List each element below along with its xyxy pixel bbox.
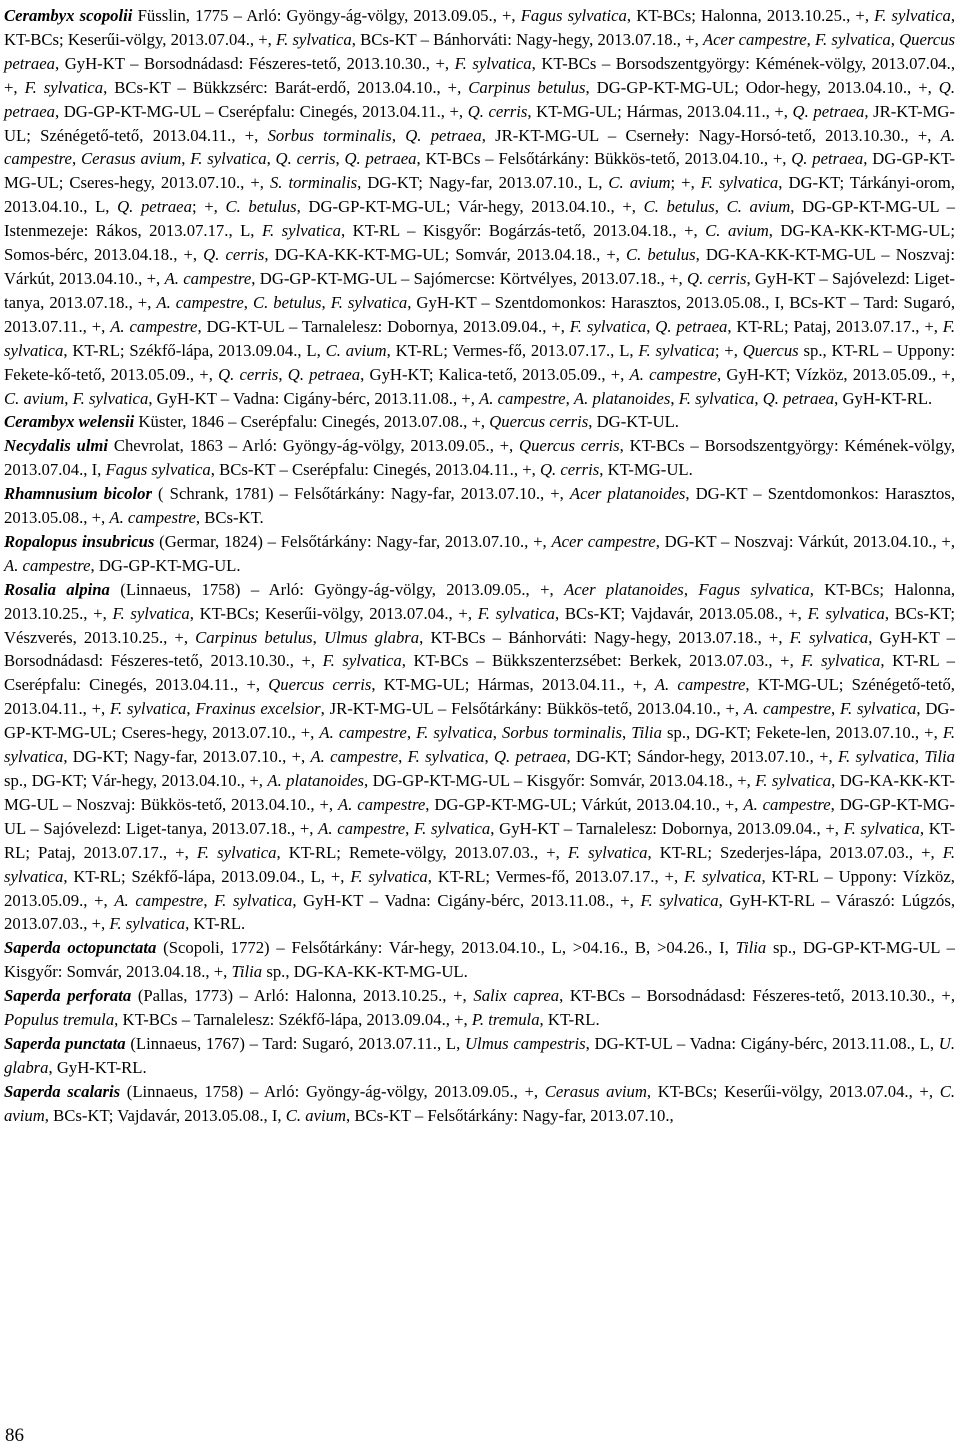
species-name: Rhamnusium bicolor <box>4 484 152 504</box>
host-plant-name: F. sylvatica <box>330 292 408 312</box>
record-text: , KT-BCs – Bükkszenterzsébet: Berkek, 2013.07.03., +, <box>401 651 802 671</box>
host-plant-name: A. campestre <box>310 747 399 767</box>
record-text: , <box>492 723 502 743</box>
record-text: , KT-MG-UL. <box>599 460 693 480</box>
host-plant-name: F. sylvatica <box>416 723 493 743</box>
record-text: , KT-BCs; Keserűi-völgy, 2013.07.04., +, <box>189 603 478 623</box>
host-plant-name: F. sylvatica <box>350 866 428 886</box>
host-plant-name: F. sylvatica <box>454 53 532 73</box>
record-text: , <box>398 747 408 767</box>
host-plant-name: A. campestre <box>114 890 204 910</box>
record-text: , KT-MG-UL; Szénégető-tető, 2013.04.11., +, <box>4 675 955 719</box>
record-text: , JR-KT-MG-UL – Cserneły: Nagy-Horsó-tető, 2013.10.30., +, <box>481 125 941 145</box>
species-name: Saperda scalaris <box>4 1081 121 1101</box>
host-plant-name: Tilia <box>735 938 767 958</box>
record-text: (Germar, 1824) – Felsőtárkány: Nagy-far, 2013.07.10., +, <box>154 531 552 551</box>
host-plant-name: Q. petraea <box>494 747 567 767</box>
record-text: (Linnaeus, 1758) – Arló: Gyöngy-ág-völgy, 2013.09.05., +, <box>120 1081 545 1101</box>
record-text: , DG-GP-KT-MG-UL – Sajómercse: Körtvélyes, 2013.07.18., +, <box>251 268 688 288</box>
record-text: , <box>71 149 81 169</box>
host-plant-name: P. tremula <box>471 1010 540 1030</box>
host-plant-name: Q. cerris <box>203 245 265 265</box>
record-text: Chevrolat, 1863 – Arló: Gyöngy-ág-völgy, 2013.09.05., +, <box>108 436 520 456</box>
host-plant-name: F. sylvatica <box>4 723 956 767</box>
record-text: , DG-KA-KK-KT-MG-UL; Somos-bérc, 2013.04.18., +, <box>4 221 955 265</box>
host-plant-name: C. betulus <box>643 197 715 217</box>
host-plant-name: Carpinus betulus <box>195 627 313 647</box>
record-text: ( Schrank, 1781) – Felsőtárkány: Nagy-far, 2013.07.10., +, <box>151 484 570 504</box>
host-plant-name: C. avium <box>608 173 671 193</box>
record-text: , JR-KT-MG-UL; Szénégető-tető, 2013.04.11., +, <box>4 101 955 145</box>
record-text: , DG-KA-KK-KT-MG-UL – Noszvaj: Várkút, 2013.04.10., +, <box>4 245 956 288</box>
host-plant-name: Q. petraea <box>762 388 835 408</box>
record-text: , KT-BCs – Tarnalelesz: Székfő-lápa, 2013.09.04., +, <box>114 1010 472 1030</box>
species-record <box>4 1032 955 1080</box>
species-name: Ropalopus insubricus <box>4 531 155 551</box>
record-text: , <box>831 699 841 719</box>
host-plant-name: F. sylvatica <box>261 221 341 241</box>
record-text: , <box>243 292 253 312</box>
host-plant-name: Ulmus glabra <box>323 627 420 647</box>
host-plant-name: F. sylvatica <box>678 388 755 408</box>
record-text: , KT-RL. <box>539 1010 600 1030</box>
host-plant-name: Quercus cerris <box>519 436 620 456</box>
host-plant-name: A. campestre <box>4 125 956 169</box>
host-plant-name: C. avium <box>4 388 65 408</box>
host-plant-name: F. sylvatica <box>196 842 277 862</box>
record-text: , KT-BCs – Bánhorváti: Nagy-hegy, 2013.07.18., +, <box>419 627 790 647</box>
host-plant-name: Q. cerris <box>467 101 528 121</box>
record-text: , GyH-KT – Borsodnádasd: Fészeres-tető, 2013.10.30., +, <box>4 627 955 671</box>
host-plant-name: Cerasus avium <box>80 149 182 169</box>
record-text: , KT-RL – Cserépfalu: Cinegés, 2013.04.11., +, <box>4 651 955 695</box>
host-plant-name: A. campestre <box>110 316 198 336</box>
host-plant-name: F. sylvatica <box>24 77 104 97</box>
host-plant-name: F. sylvatica <box>684 866 762 886</box>
host-plant-name: C. avium <box>726 197 791 217</box>
host-plant-name: Sorbus torminalis <box>267 125 392 145</box>
species-record <box>4 4 955 410</box>
host-plant-name: A. platanoides <box>573 388 671 408</box>
host-plant-name: F. sylvatica <box>700 173 779 193</box>
record-text: , DG-GP-KT-MG-UL – Kisgyőr: Somvár, 2013.04.18., +, <box>364 771 756 790</box>
record-text: , KT-RL; Székfő-lápa, 2013.09.04., L, +, <box>63 866 351 886</box>
record-text: , KT-BCs – Borsodnádasd: Fészeres-tető, 2013.10.30., +, <box>559 986 955 1006</box>
record-text: , <box>321 292 331 312</box>
record-text: , DG-GP-KT-MG-UL; Odor-hegy, 2013.04.10., +, <box>585 77 939 97</box>
host-plant-name: C. avium <box>285 1105 347 1125</box>
host-plant-name: F. sylvatica <box>567 842 648 862</box>
record-text: , GyH-KT – Sajóvelezd: Liget-tanya, 2013.07.18., +, <box>4 268 955 312</box>
host-plant-name: F. sylvatica <box>838 747 915 767</box>
record-text: , BCs-KT; Vészverés, 2013.10.25., +, <box>4 603 955 647</box>
host-plant-name: Tilia <box>631 723 662 743</box>
record-text: , <box>312 627 324 647</box>
host-plant-name: F. sylvatica <box>640 890 719 910</box>
host-plant-name: Fagus sylvatica <box>520 6 627 25</box>
host-plant-name: A. campestre <box>164 268 252 288</box>
record-text: , JR-KT-MG-UL – Felsőtárkány: Bükkös-tető, 2013.04.10., +, <box>320 699 744 719</box>
host-plant-name: Q. petraea <box>655 316 728 336</box>
record-text: , <box>914 747 925 767</box>
record-text: , GyH-KT – Borsodnádasd: Fészeres-tető, 2013.10.30., +, <box>54 53 455 73</box>
record-text: , <box>203 890 215 910</box>
record-text: , DG-GP-KT-MG-UL – Istenmezeje: Rákos, 2013.07.17., L, <box>4 197 955 241</box>
host-plant-name: F. sylvatica <box>840 699 917 719</box>
record-text: , KT-MG-UL; Hármas, 2013.04.11., +, <box>371 675 655 695</box>
record-text: , DG-GP-KT-MG-UL; Cseres-hegy, 2013.07.10., +, <box>4 699 955 743</box>
record-text: , DG-KT-UL – Tarnalelesz: Dobornya, 2013.09.04., +, <box>197 316 570 336</box>
host-plant-name: F. sylvatica <box>789 627 869 647</box>
record-text: , KT-BCs; Keserűi-völgy, 2013.07.04., +, <box>4 6 955 49</box>
host-plant-name: A. campestre <box>629 364 718 384</box>
host-plant-name: Carpinus betulus <box>468 77 586 97</box>
document-page <box>4 4 955 1128</box>
host-plant-name: A. campestre <box>479 388 566 408</box>
record-text: , GyH-KT – Vadna: Cigány-bérc, 2013.11.08., +, <box>292 890 641 910</box>
record-text: , <box>266 149 276 169</box>
record-text: , <box>64 388 73 408</box>
record-text: , KT-RL; Szederjes-lápa, 2013.07.03., +, <box>647 842 943 862</box>
host-plant-name: A. campestre <box>156 292 244 312</box>
record-text: , DG-KT-UL. <box>588 412 679 432</box>
host-plant-name: Acer platanoides <box>564 579 684 599</box>
page-number: 86 <box>5 1425 24 1446</box>
record-text: , <box>670 388 679 408</box>
host-plant-name: Q. petraea <box>4 77 955 121</box>
species-record <box>4 530 955 578</box>
record-text: ; +, <box>191 197 226 217</box>
record-text: , <box>278 364 288 384</box>
host-plant-name: Tilia <box>231 962 263 982</box>
record-text: , <box>335 149 345 169</box>
host-plant-name: Cerasus avium <box>544 1081 647 1101</box>
species-name: Saperda perforata <box>4 986 132 1006</box>
host-plant-name: Q. cerris <box>218 364 279 384</box>
record-text: ; +, <box>670 173 701 193</box>
record-text: , <box>406 723 417 743</box>
host-plant-name: F. sylvatica <box>112 603 190 623</box>
host-plant-name: F. sylvatica <box>190 149 267 169</box>
record-text: ; +, <box>714 340 743 360</box>
host-plant-name: Q. petraea <box>117 197 192 217</box>
record-text: , DG-KT; Tárkányi-orom, 2013.04.10., L, <box>4 173 955 217</box>
record-text: , KT-BCs; Halonna, 2013.10.25., +, <box>4 579 956 623</box>
record-text: , DG-GP-KT-MG-UL; Várkút, 2013.04.10., +, <box>425 794 744 814</box>
record-text: Küster, 1846 – Cserépfalu: Cinegés, 2013.07.08., +, <box>134 412 490 432</box>
species-name: Cerambyx scopolii <box>4 6 133 25</box>
record-text: (Linnaeus, 1758) – Arló: Gyöngy-ág-völgy, 2013.09.05., +, <box>109 579 565 599</box>
host-plant-name: Tilia <box>924 747 955 767</box>
host-plant-name: Q. cerris <box>275 149 336 169</box>
record-text: , DG-KA-KK-KT-MG-UL – Noszvaj: Bükkös-tető, 2013.04.10., +, <box>4 771 955 814</box>
record-text: , DG-GP-KT-MG-UL. <box>90 555 241 575</box>
record-text: , <box>186 699 196 719</box>
host-plant-name: F. sylvatica <box>214 890 293 910</box>
record-text: , BCs-KT – Bükkzsérc: Barát-erdő, 2013.04.10., +, <box>103 77 469 97</box>
host-plant-name: C. avium <box>325 340 387 360</box>
record-text: , <box>181 149 191 169</box>
host-plant-name: C. avium <box>705 221 769 241</box>
host-plant-name: Fraxinus excelsior <box>195 699 321 719</box>
record-text: , DG-KT; Sándor-hegy, 2013.07.10., +, <box>566 747 838 767</box>
host-plant-name: Fagus sylvatica <box>105 460 211 480</box>
host-plant-name: S. torminalis <box>269 173 358 193</box>
host-plant-name: Acer platanoides <box>569 484 686 504</box>
host-plant-name: A. platanoides <box>267 771 365 790</box>
species-record <box>4 984 955 1032</box>
host-plant-name: Quercus cerris <box>489 412 589 432</box>
record-text: , KT-RL. <box>185 914 246 934</box>
species-name: Saperda punctata <box>4 1033 126 1053</box>
record-text: , BCs-KT; Vajdavár, 2013.05.08., I, <box>44 1105 286 1125</box>
host-plant-name: Q. cerris <box>539 460 600 480</box>
host-plant-name: F. sylvatica <box>276 29 352 49</box>
record-text: , <box>405 818 415 838</box>
host-plant-name: A. campestre <box>743 794 831 814</box>
record-text: , <box>646 316 656 336</box>
host-plant-name: Q. petraea <box>791 149 864 169</box>
host-plant-name: Quercus petraea <box>4 29 956 73</box>
record-text: , DG-GP-KT-MG-UL; Vár-hegy, 2013.04.10., +, <box>296 197 644 217</box>
record-text: , KT-RL – Kisgyőr: Bogárzás-tető, 2013.04.18., +, <box>340 221 706 241</box>
host-plant-name: Salix caprea <box>473 986 560 1006</box>
record-text: sp., DG-KT; Vár-hegy, 2013.04.10., +, <box>4 771 268 790</box>
record-text: , <box>806 29 815 49</box>
record-text: , <box>565 388 574 408</box>
species-record <box>4 410 955 434</box>
host-plant-name: Q. petraea <box>287 364 361 384</box>
record-text: , DG-GP-KT-MG-UL – Sajóvelezd: Liget-tanya, 2013.07.18., +, <box>4 794 955 838</box>
record-text: , GyH-KT-RL. <box>834 388 933 408</box>
species-record <box>4 434 955 482</box>
host-plant-name: C. betulus <box>225 197 297 217</box>
species-name: Cerambyx welensii <box>4 412 135 432</box>
host-plant-name: F. sylvatica <box>843 818 920 838</box>
record-text: , <box>890 29 900 49</box>
host-plant-name: F. sylvatica <box>72 388 149 408</box>
record-text: , GyH-KT; Vízköz, 2013.05.09., +, <box>717 364 955 384</box>
host-plant-name: F. sylvatica <box>414 818 491 838</box>
host-plant-name: C. avium <box>4 1081 956 1125</box>
record-text: , KT-BCs; Halonna, 2013.10.25., +, <box>626 6 875 25</box>
record-text: , <box>484 747 494 767</box>
record-text: , KT-MG-UL; Hármas, 2013.04.11., +, <box>527 101 793 121</box>
record-text: , GyH-KT-RL – Váraszó: Lúgzós, 2013.07.03., +, <box>4 890 956 934</box>
host-plant-name: A. campestre <box>338 794 426 814</box>
record-text: sp., DG-KA-KK-KT-MG-UL. <box>262 962 468 982</box>
host-plant-name: A. campestre <box>318 818 406 838</box>
record-text: , DG-KT-UL – Vadna: Cigány-bérc, 2013.11.08., L, <box>585 1033 939 1053</box>
record-text: , GyH-KT-RL. <box>48 1057 147 1077</box>
species-record <box>4 482 955 530</box>
record-text: sp., DG-GP-KT-MG-UL – Kisgyőr: Somvár, 2013.04.18., +, <box>4 938 956 982</box>
host-plant-name: F. sylvatica <box>322 651 402 671</box>
host-plant-name: U. glabra <box>4 1033 956 1077</box>
host-plant-name: Q. petraea <box>792 101 865 121</box>
record-text: Füsslin, 1775 – Arló: Gyöngy-ág-völgy, 2013.09.05., +, <box>132 6 521 25</box>
host-plant-name: F. sylvatica <box>801 651 881 671</box>
host-plant-name: C. betulus <box>626 245 696 265</box>
record-text: sp., KT-RL – Uppony: Fekete-kő-tető, 2013.05.09., +, <box>4 340 955 384</box>
record-text: , <box>714 197 727 217</box>
record-text: , GyH-KT – Vadna: Cigány-bérc, 2013.11.08., +, <box>148 388 480 408</box>
host-plant-name: F. sylvatica <box>407 747 485 767</box>
host-plant-name: F. sylvatica <box>815 29 891 49</box>
record-text: , KT-RL; Pataj, 2013.07.17., +, <box>727 316 943 336</box>
species-name: Necydalis ulmi <box>4 436 109 456</box>
record-text: (Linnaeus, 1767) – Tard: Sugaró, 2013.07.11., L, <box>125 1033 465 1053</box>
host-plant-name: C. betulus <box>252 292 322 312</box>
host-plant-name: F. sylvatica <box>807 603 885 623</box>
host-plant-name: F. sylvatica <box>4 842 955 886</box>
species-record-list <box>4 4 955 1128</box>
record-text: , KT-RL; Székfő-lápa, 2013.09.04., L, <box>63 340 326 360</box>
host-plant-name: F. sylvatica <box>638 340 715 360</box>
record-text: , KT-RL; Vermes-fő, 2013.07.17., +, <box>427 866 685 886</box>
record-text: , KT-RL; Vermes-fő, 2013.07.17., L, <box>386 340 639 360</box>
record-text: , DG-KT – Szentdomonkos: Harasztos, 2013.05.08., +, <box>4 484 955 528</box>
host-plant-name: Acer campestre <box>551 531 656 551</box>
record-text: , BCs-KT – Bánhorváti: Nagy-hegy, 2013.07.18., +, <box>351 29 703 49</box>
record-text: , BCs-KT – Felsőtárkány: Nagy-far, 2013.07.10., <box>346 1105 674 1125</box>
record-text: , KT-RL – Uppony: Vízköz, 2013.05.09., +, <box>4 866 955 910</box>
record-text: , <box>754 388 763 408</box>
host-plant-name: A. campestre <box>4 555 91 575</box>
host-plant-name: Q. cerris <box>687 268 747 288</box>
record-text: , BCs-KT – Cserépfalu: Cinegés, 2013.04.11., +, <box>210 460 540 480</box>
host-plant-name: Sorbus torminalis <box>501 723 623 743</box>
record-text: , KT-BCs; Keserűi-völgy, 2013.07.04., +, <box>646 1081 940 1101</box>
record-text: (Scopoli, 1772) – Felsőtárkány: Vár-hegy, 2013.04.10., L, >04.16., B, >04.26., I, <box>156 938 736 958</box>
host-plant-name: Q. petraea <box>405 125 482 145</box>
record-text: , <box>683 579 699 599</box>
species-record <box>4 1080 955 1128</box>
record-text: , KT-RL; Remete-völgy, 2013.07.03., +, <box>276 842 568 862</box>
host-plant-name: F. sylvatica <box>477 603 555 623</box>
record-text: , GyH-KT; Kalica-tető, 2013.05.09., +, <box>360 364 630 384</box>
record-text: , DG-KA-KK-KT-MG-UL; Somvár, 2013.04.18., +, <box>264 245 627 265</box>
host-plant-name: F. sylvatica <box>110 699 187 719</box>
host-plant-name: A. campestre <box>319 723 407 743</box>
record-text: , <box>391 125 406 145</box>
record-text: , DG-GP-KT-MG-UL; Cseres-hegy, 2013.07.10., +, <box>4 149 956 193</box>
host-plant-name: A. campestre <box>654 675 746 695</box>
host-plant-name: Fagus sylvatica <box>698 579 810 599</box>
record-text: , BCs-KT; Vajdavár, 2013.05.08., +, <box>554 603 808 623</box>
host-plant-name: A. campestre <box>743 699 832 719</box>
record-text: (Pallas, 1773) – Arló: Halonna, 2013.10.25., +, <box>131 986 474 1006</box>
host-plant-name: Q. petraea <box>344 149 417 169</box>
species-name: Saperda octopunctata <box>4 938 157 958</box>
record-text: , DG-KT – Noszvaj: Várkút, 2013.04.10., +, <box>655 531 956 551</box>
record-text: , DG-GP-KT-MG-UL – Cserépfalu: Cinegés, 2013.04.11., +, <box>54 101 468 121</box>
record-text: , KT-BCs – Borsodszentgyörgy: Kémének-völgy, 2013.07.04., +, <box>4 53 955 97</box>
host-plant-name: Ulmus campestris <box>465 1033 586 1053</box>
record-text: , BCs-KT. <box>195 508 264 528</box>
host-plant-name: Populus tremula <box>4 1010 115 1030</box>
species-record <box>4 578 955 937</box>
record-text: , GyH-KT – Szentdomonkos: Harasztos, 2013.05.08., I, BCs-KT – Tard: Sugaró, 2013.07.11., +, <box>4 292 955 336</box>
host-plant-name: F. sylvatica <box>109 914 186 934</box>
host-plant-name: A. campestre <box>109 508 196 528</box>
record-text: , KT-RL; Pataj, 2013.07.17., +, <box>4 818 955 862</box>
species-record <box>4 936 955 984</box>
host-plant-name: F. sylvatica <box>755 771 832 790</box>
record-text: sp., DG-KT; Fekete-len, 2013.07.10., +, <box>661 723 943 743</box>
record-text: , DG-KT; Nagy-far, 2013.07.10., +, <box>63 747 311 767</box>
host-plant-name: F. sylvatica <box>874 6 951 25</box>
host-plant-name: Quercus <box>742 340 799 360</box>
record-text: , DG-KT; Nagy-far, 2013.07.10., L, <box>357 173 609 193</box>
host-plant-name: Acer campestre <box>702 29 807 49</box>
species-name: Rosalia alpina <box>4 579 110 599</box>
host-plant-name: F. sylvatica <box>4 316 956 360</box>
record-text: , GyH-KT – Tarnalelesz: Dobornya, 2013.09.04., +, <box>490 818 844 838</box>
host-plant-name: F. sylvatica <box>569 316 647 336</box>
record-text: , KT-BCs – Felsőtárkány: Bükkös-tető, 2013.04.10., +, <box>416 149 792 169</box>
host-plant-name: Quercus cerris <box>268 675 372 695</box>
record-text: , KT-BCs – Borsodszentgyörgy: Kémének-völgy, 2013.07.04., I, <box>4 436 956 480</box>
record-text: , <box>622 723 632 743</box>
